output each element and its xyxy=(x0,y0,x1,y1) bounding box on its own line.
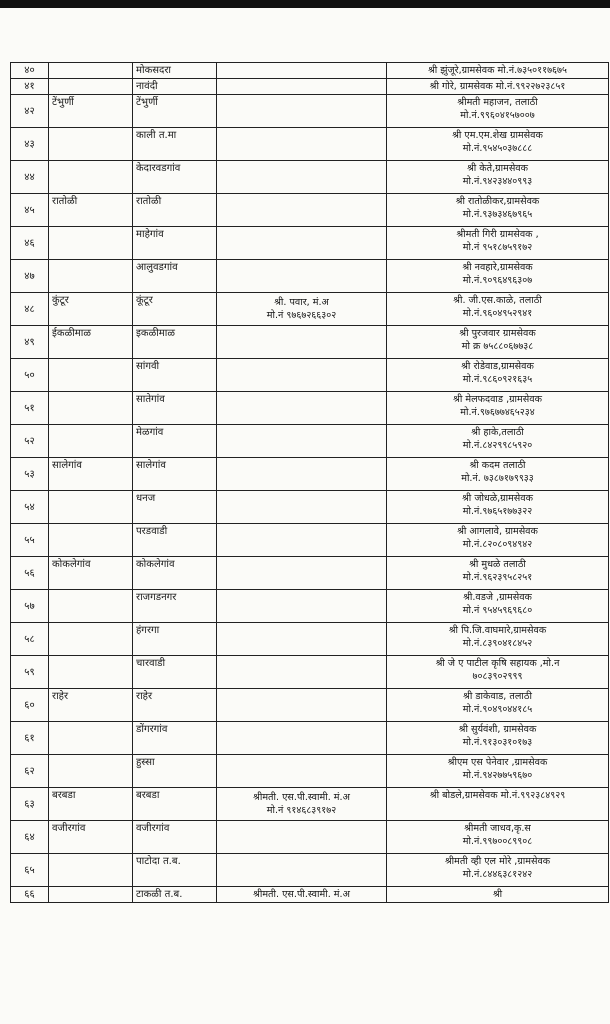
table-row xyxy=(11,293,609,326)
gram-panchayat-cell: राहेर xyxy=(49,689,133,722)
top-status-bar xyxy=(0,0,610,8)
gram-panchayat-cell xyxy=(49,887,133,903)
table-row xyxy=(11,425,609,458)
gram-panchayat-cell xyxy=(49,755,133,788)
serial-number-cell: ५३ xyxy=(11,458,49,491)
officer-cell xyxy=(217,128,387,161)
serial-number-cell: ६१ xyxy=(11,722,49,755)
contact-person-cell: श्री पि.जि.वाघमारे,ग्रामसेवक मो.नं.८३९०४१८४५२ xyxy=(387,623,609,656)
table-row xyxy=(11,656,609,689)
officer-cell xyxy=(217,524,387,557)
officer-cell xyxy=(217,161,387,194)
serial-number-cell: ४६ xyxy=(11,227,49,260)
village-name-cell: हुस्सा xyxy=(133,755,217,788)
contact-person-cell: श्री हाके,तलाठी मो.नं.८४२९९८५९२० xyxy=(387,425,609,458)
table-row xyxy=(11,326,609,359)
contact-person-cell: श्री मेलफदवाड ,ग्रामसेवक मो.नं.९७६७७४६५२३४ xyxy=(387,392,609,425)
serial-number-cell: ५६ xyxy=(11,557,49,590)
contact-person-cell: श्री. जी.एस.काळे, तलाठी मो.नं.९६०४९५२९४१ xyxy=(387,293,609,326)
village-name-cell: डोंगरगांव xyxy=(133,722,217,755)
table-row xyxy=(11,854,609,887)
table-row xyxy=(11,557,609,590)
gram-panchayat-cell xyxy=(49,623,133,656)
table-row xyxy=(11,359,609,392)
gram-panchayat-cell: कोकलेगांव xyxy=(49,557,133,590)
village-name-cell: सांगवी xyxy=(133,359,217,392)
officer-cell xyxy=(217,227,387,260)
village-name-cell: परडवाडी xyxy=(133,524,217,557)
serial-number-cell: ६३ xyxy=(11,788,49,821)
village-name-cell: पाटोदा त.ब. xyxy=(133,854,217,887)
table-row xyxy=(11,392,609,425)
officer-cell xyxy=(217,689,387,722)
serial-number-cell: ५० xyxy=(11,359,49,392)
officer-cell xyxy=(217,95,387,128)
officer-cell xyxy=(217,326,387,359)
gram-panchayat-cell xyxy=(49,227,133,260)
officer-cell xyxy=(217,557,387,590)
contact-person-cell: श्री रोडेवाड,ग्रामसेवक मो.नं.९८६०९२१६३५ xyxy=(387,359,609,392)
village-name-cell: कोकलेगांव xyxy=(133,557,217,590)
serial-number-cell: ४९ xyxy=(11,326,49,359)
village-name-cell: मेळगांव xyxy=(133,425,217,458)
gram-panchayat-cell xyxy=(49,128,133,161)
table-row xyxy=(11,63,609,79)
table-row xyxy=(11,689,609,722)
gram-panchayat-cell xyxy=(49,260,133,293)
officer-cell xyxy=(217,590,387,623)
village-name-cell: टेंभुर्णी xyxy=(133,95,217,128)
serial-number-cell: ६५ xyxy=(11,854,49,887)
gram-panchayat-cell xyxy=(49,79,133,95)
contact-person-cell: श्री मुधळे तलाठी मो.नं.९६२३९५८२५१ xyxy=(387,557,609,590)
table-row xyxy=(11,755,609,788)
gram-panchayat-cell xyxy=(49,359,133,392)
serial-number-cell: ५१ xyxy=(11,392,49,425)
officer-cell xyxy=(217,722,387,755)
village-name-cell: टाकळी त.ब. xyxy=(133,887,217,903)
gram-panchayat-cell xyxy=(49,524,133,557)
village-name-cell: केदारवडगांव xyxy=(133,161,217,194)
gram-panchayat-cell xyxy=(49,392,133,425)
table-row xyxy=(11,590,609,623)
village-name-cell: काली त.मा xyxy=(133,128,217,161)
officer-cell xyxy=(217,821,387,854)
officer-cell xyxy=(217,458,387,491)
contact-person-cell: श्री पुरजवार ग्रामसेवक मो क्र ७५८८०६७७३८ xyxy=(387,326,609,359)
gram-panchayat-cell xyxy=(49,491,133,524)
serial-number-cell: ४१ xyxy=(11,79,49,95)
village-name-cell: आलुवडगांव xyxy=(133,260,217,293)
officer-cell: श्रीमती. एस.पी.स्वामी. मं.अ xyxy=(217,887,387,903)
village-name-cell: राजगडनगर xyxy=(133,590,217,623)
serial-number-cell: ६६ xyxy=(11,887,49,903)
contact-person-cell: श्रीमती महाजन, तलाठी मो.नं.९९६०४१५७००७ xyxy=(387,95,609,128)
serial-number-cell: ४८ xyxy=(11,293,49,326)
gram-panchayat-cell: सालेगांव xyxy=(49,458,133,491)
village-name-cell: सातेगांव xyxy=(133,392,217,425)
serial-number-cell: ४७ xyxy=(11,260,49,293)
table-row xyxy=(11,788,609,821)
contact-person-cell: श्री एम.एम.शेख ग्रामसेवक मो.नं.९५४५०३७८८८ xyxy=(387,128,609,161)
table-row xyxy=(11,227,609,260)
contact-person-cell: श्रीमती जाधव,कृ.स मो.नं.९९७००८९९०८ xyxy=(387,821,609,854)
contact-person-cell: श्री डाकेवाड, तलाठी मो.नं.९०४९०४४१८५ xyxy=(387,689,609,722)
gram-panchayat-cell xyxy=(49,722,133,755)
officer-cell xyxy=(217,623,387,656)
village-name-cell: कूंटूर xyxy=(133,293,217,326)
serial-number-cell: ५४ xyxy=(11,491,49,524)
contact-person-cell: श्री जोधळे,ग्रामसेवक मो.नं.९७६५१७७३२२ xyxy=(387,491,609,524)
contact-person-cell: श्री रातोळीकर,ग्रामसेवक मो.नं.९३७३४६७९६५ xyxy=(387,194,609,227)
serial-number-cell: ४० xyxy=(11,63,49,79)
village-name-cell: बरबडा xyxy=(133,788,217,821)
officer-cell xyxy=(217,63,387,79)
officer-cell xyxy=(217,79,387,95)
officer-cell xyxy=(217,656,387,689)
village-name-cell: वजीरगांव xyxy=(133,821,217,854)
officer-cell: श्री. पवार, मं.अ मो.नं ९७६७२६६३०२ xyxy=(217,293,387,326)
serial-number-cell: ६० xyxy=(11,689,49,722)
contact-person-cell: श्रीमती गिरी ग्रामसेवक , मो.नं ९५१८७५९१७२ xyxy=(387,227,609,260)
contact-person-cell: श्री केते,ग्रामसेवक मो.नं.९४२३४४०९९३ xyxy=(387,161,609,194)
gram-panchayat-cell xyxy=(49,161,133,194)
table-row xyxy=(11,722,609,755)
table-row xyxy=(11,194,609,227)
contact-person-cell: श्री नवहारे,ग्रामसेवक मो.नं.९०९६४९६३०७ xyxy=(387,260,609,293)
gram-panchayat-cell: टेंभुर्णी xyxy=(49,95,133,128)
officer-cell xyxy=(217,491,387,524)
table-row xyxy=(11,821,609,854)
contact-person-cell: श्री सुर्यवंशी, ग्रामसेवक मो.नं.९१३०३१०१७३ xyxy=(387,722,609,755)
contact-person-cell: श्री आगलावे, ग्रामसेवक मो.नं.८२०८०९४९४२ xyxy=(387,524,609,557)
serial-number-cell: ६२ xyxy=(11,755,49,788)
table-row xyxy=(11,458,609,491)
village-contact-table xyxy=(10,62,609,903)
officer-cell xyxy=(217,194,387,227)
table-row xyxy=(11,491,609,524)
officer-cell xyxy=(217,260,387,293)
officer-cell xyxy=(217,392,387,425)
contact-person-cell: श्री जे ए पाटील कृषि सहायक ,मो.न ७०८३९०२९९९ xyxy=(387,656,609,689)
table-row xyxy=(11,128,609,161)
gram-panchayat-cell xyxy=(49,656,133,689)
contact-person-cell: श्री झुंजूरे,ग्रामसेवक मो.नं.७३५०११७६७५ xyxy=(387,63,609,79)
officer-cell xyxy=(217,755,387,788)
gram-panchayat-cell: ईकळीमाळ xyxy=(49,326,133,359)
village-name-cell: सालेगांव xyxy=(133,458,217,491)
serial-number-cell: ४२ xyxy=(11,95,49,128)
village-name-cell: धनज xyxy=(133,491,217,524)
contact-person-cell: श्री कदम तलाठी मो.नं. ७३८७१७९९३३ xyxy=(387,458,609,491)
gram-panchayat-cell: कुंटूर xyxy=(49,293,133,326)
serial-number-cell: ४३ xyxy=(11,128,49,161)
officer-cell xyxy=(217,359,387,392)
officer-cell xyxy=(217,854,387,887)
gram-panchayat-cell: रातोळी xyxy=(49,194,133,227)
gram-panchayat-cell: वजीरगांव xyxy=(49,821,133,854)
village-name-cell: नावंदी xyxy=(133,79,217,95)
serial-number-cell: ४५ xyxy=(11,194,49,227)
village-name-cell: मोकसदरा xyxy=(133,63,217,79)
table-row xyxy=(11,887,609,903)
serial-number-cell: ५७ xyxy=(11,590,49,623)
village-name-cell: चारवाडी xyxy=(133,656,217,689)
table-row xyxy=(11,623,609,656)
contact-person-cell: श्री गोरे, ग्रामसेवक मो.नं.९९२२७२३८५१ xyxy=(387,79,609,95)
serial-number-cell: ४४ xyxy=(11,161,49,194)
serial-number-cell: ५८ xyxy=(11,623,49,656)
village-name-cell: रातोळी xyxy=(133,194,217,227)
table-row xyxy=(11,260,609,293)
village-name-cell: राहेर xyxy=(133,689,217,722)
table-row xyxy=(11,79,609,95)
contact-person-cell: श्रीमती व्ही एल मोरे ,ग्रामसेवक मो.नं.८४४६३८१२४२ xyxy=(387,854,609,887)
serial-number-cell: ५९ xyxy=(11,656,49,689)
village-name-cell: हंगरगा xyxy=(133,623,217,656)
gram-panchayat-cell xyxy=(49,63,133,79)
contact-person-cell: श्री.वडजे ,ग्रामसेवक मो.नं ९५४५९६९६८० xyxy=(387,590,609,623)
contact-person-cell: श्री बोडले,ग्रामसेवक मो.नं.९९२३८४९२९ xyxy=(387,788,609,821)
serial-number-cell: ६४ xyxy=(11,821,49,854)
gram-panchayat-cell xyxy=(49,854,133,887)
village-name-cell: इकळीमाळ xyxy=(133,326,217,359)
gram-panchayat-cell: बरबडा xyxy=(49,788,133,821)
serial-number-cell: ५२ xyxy=(11,425,49,458)
table-row xyxy=(11,161,609,194)
gram-panchayat-cell xyxy=(49,425,133,458)
table-row xyxy=(11,524,609,557)
officer-cell xyxy=(217,425,387,458)
serial-number-cell: ५५ xyxy=(11,524,49,557)
village-name-cell: माहेगांव xyxy=(133,227,217,260)
contact-person-cell: श्री xyxy=(387,887,609,903)
officer-cell: श्रीमती. एस.पी.स्वामी. मं.अ मो.नं ९१४६८३९१७२ xyxy=(217,788,387,821)
table-row xyxy=(11,95,609,128)
gram-panchayat-cell xyxy=(49,590,133,623)
contact-person-cell: श्रीएम एस पेनेवार ,ग्रामसेवक मो.नं.९४२७७५९६७० xyxy=(387,755,609,788)
